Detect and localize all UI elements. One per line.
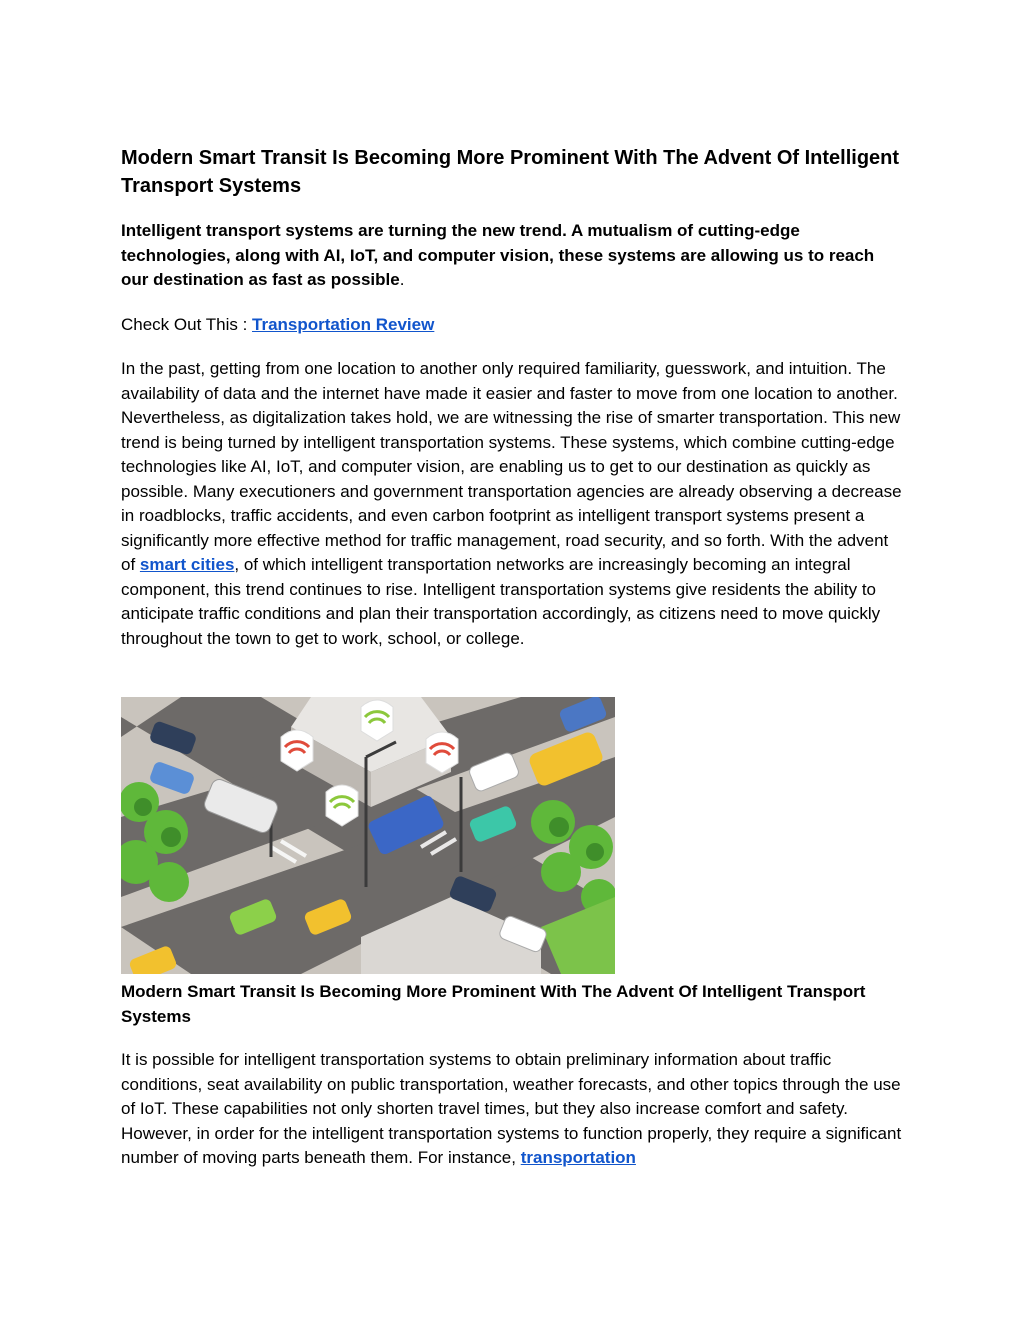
para1-text: In the past, getting from one location to another only required familiarity, guesswork, and intuition. The availability of data and the internet have made it easier and faster to move from one location to another. Nevertheless, as digitalization takes hold, we are witnessing the rise of smarter transportation. This new trend is being turned by intelligent transportation systems. These systems, which combine cutting-edge technologies like AI, IoT, and computer vision, are enabling us to get to our destination as quickly as possible. Many executioners and government transportation agencies are already observing a decrease in roadblocks, traffic accidents, and even carbon footprint as intelligent transport systems present a significantly more effective method for traffic management, road security, and so forth. With the advent of [121, 359, 902, 574]
checkout-line [121, 313, 903, 338]
transportation-review-link[interactable]: Transportation Review [252, 315, 435, 334]
article-title: Modern Smart Transit Is Becoming More Prominent With The Advent Of Intelligent Transport Systems [121, 147, 900, 197]
checkout-prefix: Check Out This : [121, 315, 253, 334]
figure-caption: Modern Smart Transit Is Becoming More Prominent With The Advent Of Intelligent Transport Systems [121, 982, 866, 1026]
transportation-link[interactable]: transportation [520, 1148, 636, 1167]
smart-intersection-illustration [121, 697, 615, 974]
body-paragraph-1 [121, 357, 903, 651]
para2-text: It is possible for intelligent transportation systems to obtain preliminary information about traffic conditions, seat availability on public transportation, weather forecasts, and other topics through the use of IoT. These capabilities not only shorten travel times, but they also increase comfort and safety. However, in order for the intelligent transportation systems to function properly, they require a significant number of moving parts beneath them. For instance, [121, 1050, 902, 1167]
smart-cities-link[interactable]: smart cities [139, 555, 235, 574]
intro-text: Intelligent transport systems are turning the new trend. A mutualism of cutting-edge technologies, along with AI, IoT, and computer vision, these systems are allowing us to reach our destination as fast as possible [121, 221, 875, 289]
intro-paragraph [121, 219, 903, 293]
body-paragraph-2 [121, 1048, 903, 1171]
para1-text-end: , of which intelligent transportation networks are increasingly becoming an integral component, this trend continues to rise. Intelligent transportation systems give residents the ability to anticipate traffic conditions and plan their transportation accordingly, as citizens need to move quickly throughout the town to get to work, school, or college. [121, 555, 881, 648]
intro-end: . [399, 270, 405, 289]
